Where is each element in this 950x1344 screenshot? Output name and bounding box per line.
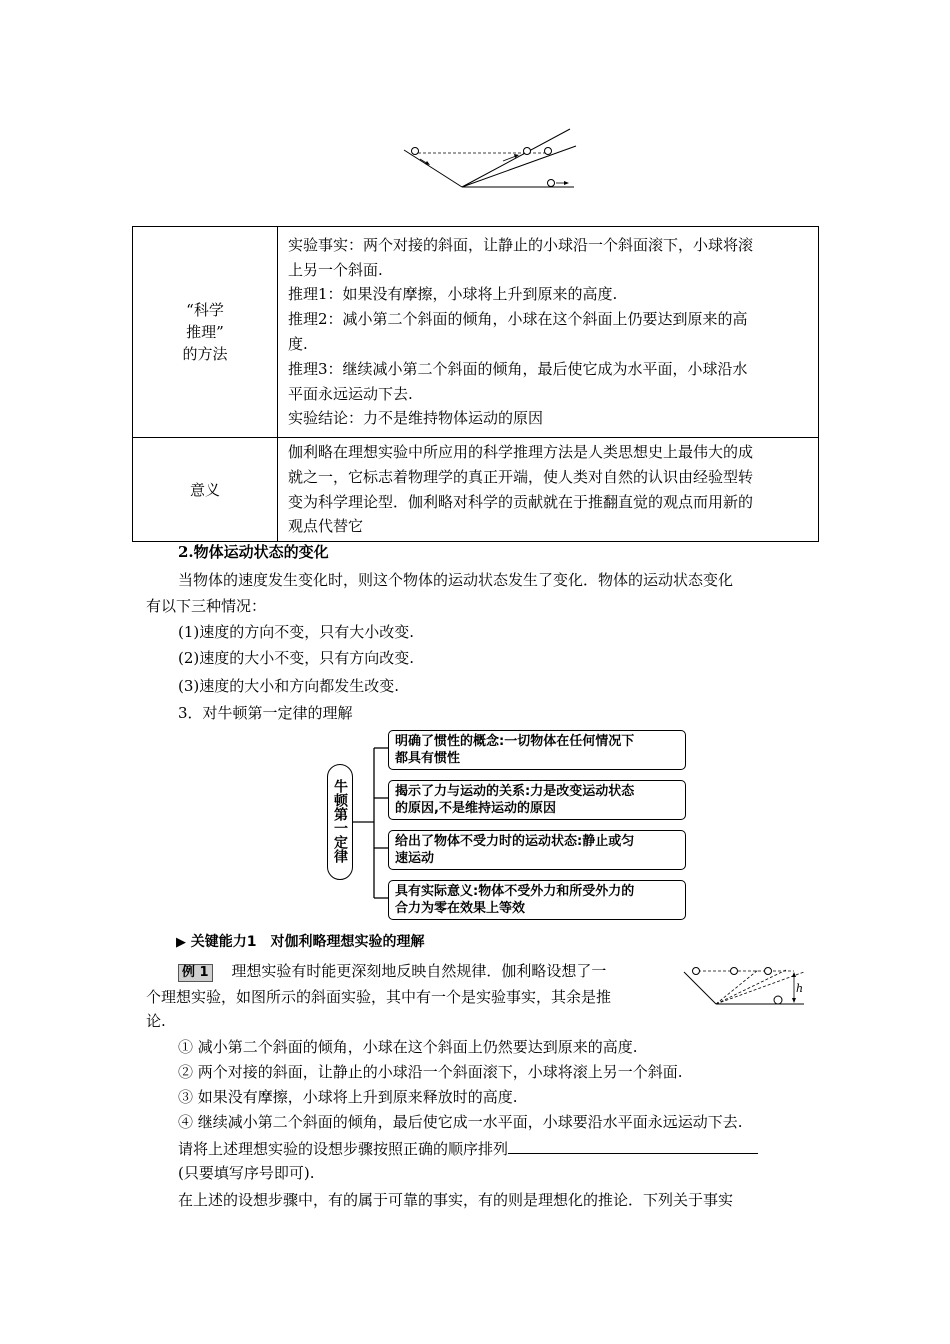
content-line: 上另一个斜面.: [288, 260, 383, 279]
section3-heading: 3．对牛顿第一定律的理解: [178, 704, 353, 722]
mindmap-branch-line: 速运动: [395, 851, 435, 866]
mindmap-branch-box: [388, 830, 686, 870]
mindmap-branch-line: 明确了惯性的概念:一切物体在任何情况下: [395, 734, 635, 749]
row-label: [133, 227, 278, 438]
paragraph-line: 有以下三种情况：: [146, 597, 267, 615]
mindmap-branch-line: 合力为零在效果上等效: [395, 901, 526, 916]
example-line: 论.: [146, 1012, 166, 1030]
row-label-line: 的方法: [182, 345, 228, 363]
mindmap-branch-line: 揭示了力与运动的关系:力是改变运动状态: [395, 784, 635, 799]
mindmap-branch-box: [388, 730, 686, 770]
paragraph-line: 当物体的速度发生变化时，则这个物体的运动状态发生了变化．物体的运动状态变化: [178, 571, 734, 589]
mindmap-branch-box: [388, 780, 686, 820]
content-line: 度.: [288, 335, 308, 353]
content-line: 伽利略在理想实验中所应用的科学推理方法是人类思想史上最伟大的成: [288, 443, 754, 461]
question-line: 在上述的设想步骤中，有的属于可靠的事实，有的则是理想化的推论．下列关于事实: [178, 1191, 734, 1209]
row-label-line: 推理”: [186, 323, 224, 341]
option-item: ④ 继续减小第二个斜面的倾角，最后使它成一水平面，小球要沿水平面永远运动下去.: [178, 1113, 743, 1131]
example-line: [178, 961, 606, 982]
list-item: (1)速度的方向不变，只有大小改变.: [178, 623, 415, 641]
content-line: 变为科学理论型．伽利略对科学的贡献就在于推翻直觉的观点而用新的: [288, 492, 754, 511]
option-item: ③ 如果没有摩擦，小球将上升到原来释放时的高度.: [178, 1088, 518, 1106]
list-item: (2)速度的大小不变，只有方向改变.: [178, 649, 415, 667]
play-marker-icon: ▶: [176, 935, 186, 950]
question-line: (只要填写序号即可).: [178, 1164, 315, 1182]
summary-table: [132, 226, 819, 542]
option-item: ① 减小第二个斜面的倾角，小球在这个斜面上仍然要达到原来的高度.: [178, 1038, 638, 1056]
content-line: 平面永远运动下去.: [288, 384, 413, 403]
content-line: 推理3：继续减小第二个斜面的倾角，最后使它成为水平面，小球沿水: [288, 359, 748, 378]
mindmap-branch-line: 的原因,不是维持运动的原因: [395, 801, 556, 816]
key-ability-heading: [176, 931, 425, 953]
content-line: 推理2：减小第二个斜面的倾角，小球在这个斜面上仍要达到原来的高: [288, 310, 748, 329]
example-tag: 例 1: [178, 964, 213, 982]
option-item: ② 两个对接的斜面，让静止的小球沿一个斜面滚下，小球将滚上另一个斜面.: [178, 1063, 683, 1081]
content-line: 实验事实：两个对接的斜面，让静止的小球沿一个斜面滚下，小球将滚: [288, 235, 754, 254]
answer-blank[interactable]: [508, 1137, 758, 1154]
mindmap-branch-box: [388, 880, 686, 920]
list-item: (3)速度的大小和方向都发生改变.: [178, 677, 400, 695]
example-figure: [682, 960, 806, 1008]
inclined-planes-figure: [396, 124, 586, 194]
table-row: [133, 227, 819, 438]
key-ability-title: 关键能力1 对伽利略理想实验的理解: [190, 934, 425, 950]
mindmap-root-label: 牛顿第一定律: [332, 779, 348, 863]
question-text: 请将上述理想实验的设想步骤按照正确的顺序排列: [178, 1140, 509, 1158]
content-line: 推理1：如果没有摩擦，小球将上升到原来的高度.: [288, 285, 618, 304]
table-row: [133, 438, 819, 542]
content-line: 观点代替它: [288, 517, 364, 536]
question-line: [178, 1137, 758, 1159]
mindmap-branch-line: 都具有惯性: [395, 751, 461, 766]
row-label-line: “科学: [186, 301, 224, 319]
height-label: h: [796, 982, 804, 995]
example-line: 个理想实验，如图所示的斜面实验，其中有一个是实验事实，其余是推: [146, 988, 612, 1006]
example-text: 理想实验有时能更深刻地反映自然规律．伽利略设想了一: [231, 962, 607, 980]
mindmap-branch-line: 给出了物体不受力时的运动状态:静止或匀: [395, 834, 635, 849]
row-label: 意义: [133, 438, 278, 542]
row-content: [278, 438, 819, 542]
row-content: [278, 227, 819, 438]
section2-heading: 2.物体运动状态的变化: [178, 543, 329, 561]
mindmap-branch-line: 具有实际意义:物体不受外力和所受外力的: [395, 884, 635, 899]
content-line: 就之一，它标志着物理学的真正开端，使人类对自然的认识由经验型转: [288, 467, 754, 486]
mindmap-connectors: [350, 740, 390, 910]
content-line: 实验结论：力不是维持物体运动的原因: [288, 409, 544, 428]
